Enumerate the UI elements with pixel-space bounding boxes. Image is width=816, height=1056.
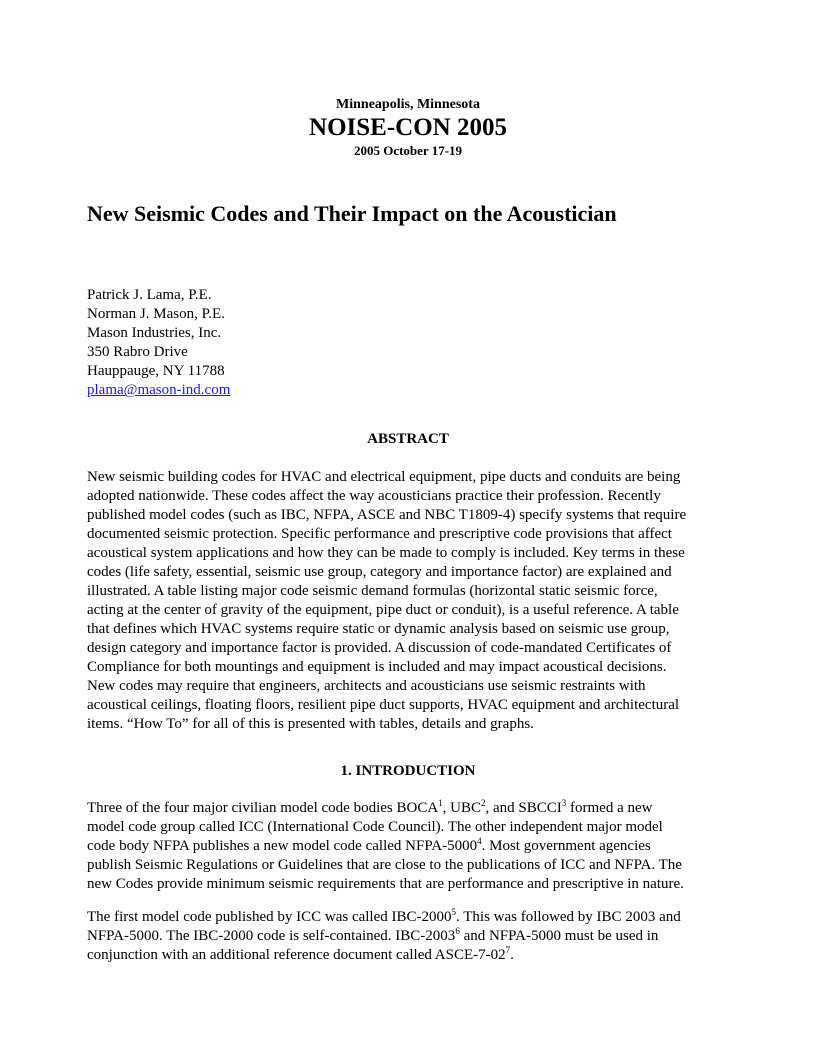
conference-header — [0, 96, 816, 159]
abstract-text: New seismic building codes for HVAC and electrical equipment, pipe ducts and conduits are being adopted nationwide. These codes affect the way acousticians practice their profession. Recently published model codes (such as IBC, NFPA, ASCE and NBC T1809-4) specify systems that require documented seismic protection. Specific performance and prescriptive code provisions that affect acoustical system applications and how they can be made to comply is included. Key terms in these codes (life safety, essential, seismic use group, category and importance factor) are explained and illustrated. A table listing major code seismic demand formulas (horizontal static seismic force, acting at the center of gravity of the equipment, pipe duct or conduit), is a useful reference. A table that defines which HVAC systems require static or dynamic analysis based on seismic use group, design category and importance factor is provided. A discussion of code-mandated Certificates of Compliance for both mountings and equipment is included and may impact acoustical decisions. New codes may require that engineers, architects and acousticians use seismic restraints with acoustical ceilings, floating floors, resilient pipe duct supports, HVAC equipment and architectural items. “How To” for all of this is presented with tables, details and graphs. — [87, 469, 687, 732]
paper-title: New Seismic Codes and Their Impact on the Acoustician — [87, 201, 617, 226]
citation-ref: 2 — [481, 798, 486, 808]
author-line: Norman J. Mason, P.E. — [87, 306, 225, 323]
citation-ref: 5 — [451, 907, 457, 917]
affiliation-line: Mason Industries, Inc. — [87, 325, 222, 342]
intro-paragraph-1: Three of the four major civilian model code bodies BOCA$^1$, UBC$^2$, and SBCCI$^3$ formed a new model code group called ICC (International Code Council). The other independent major model code body NFPA publishes a new model code called NFPA-5000$^4$. Most government agencies publish Seismic Regulations or Guidelines that are close to the publications of ICC and NFPA. The new Codes provide minimum seismic requirements that are performance and prescriptive in nature. — [87, 798, 684, 892]
intro-paragraph-2: The first model code published by ICC was called IBC-2000$^5$. This was followed by IBC 2003 and NFPA-5000. The IBC-2000 code is self-contained. IBC-2003$^6$ and NFPA-5000 must be used in conjunction with an additional reference document called ASCE-$7-02^7$. — [87, 907, 681, 963]
address-line: 350 Rabro Drive — [87, 344, 188, 361]
citation-ref: 7 — [505, 945, 511, 955]
author-block — [87, 286, 230, 401]
citation-ref: 6 — [455, 926, 460, 936]
conference-location: Minneapolis, Minnesota — [336, 97, 480, 112]
author-line: Patrick J. Lama, P.E. — [87, 287, 212, 303]
introduction-heading: 1. INTRODUCTION — [340, 763, 476, 779]
email-link[interactable]: plama@mason-ind.com — [87, 382, 231, 399]
citation-ref: 3 — [561, 798, 567, 808]
conference-name: NOISE-CON 2005 — [309, 114, 507, 141]
conference-dates: 2005 October 17-19 — [353, 143, 463, 158]
citation-ref: 4 — [477, 836, 482, 846]
address-line: Hauppauge, NY 11788 — [87, 363, 225, 380]
abstract-heading: ABSTRACT — [367, 431, 449, 447]
citation-ref: 1 — [438, 798, 443, 808]
